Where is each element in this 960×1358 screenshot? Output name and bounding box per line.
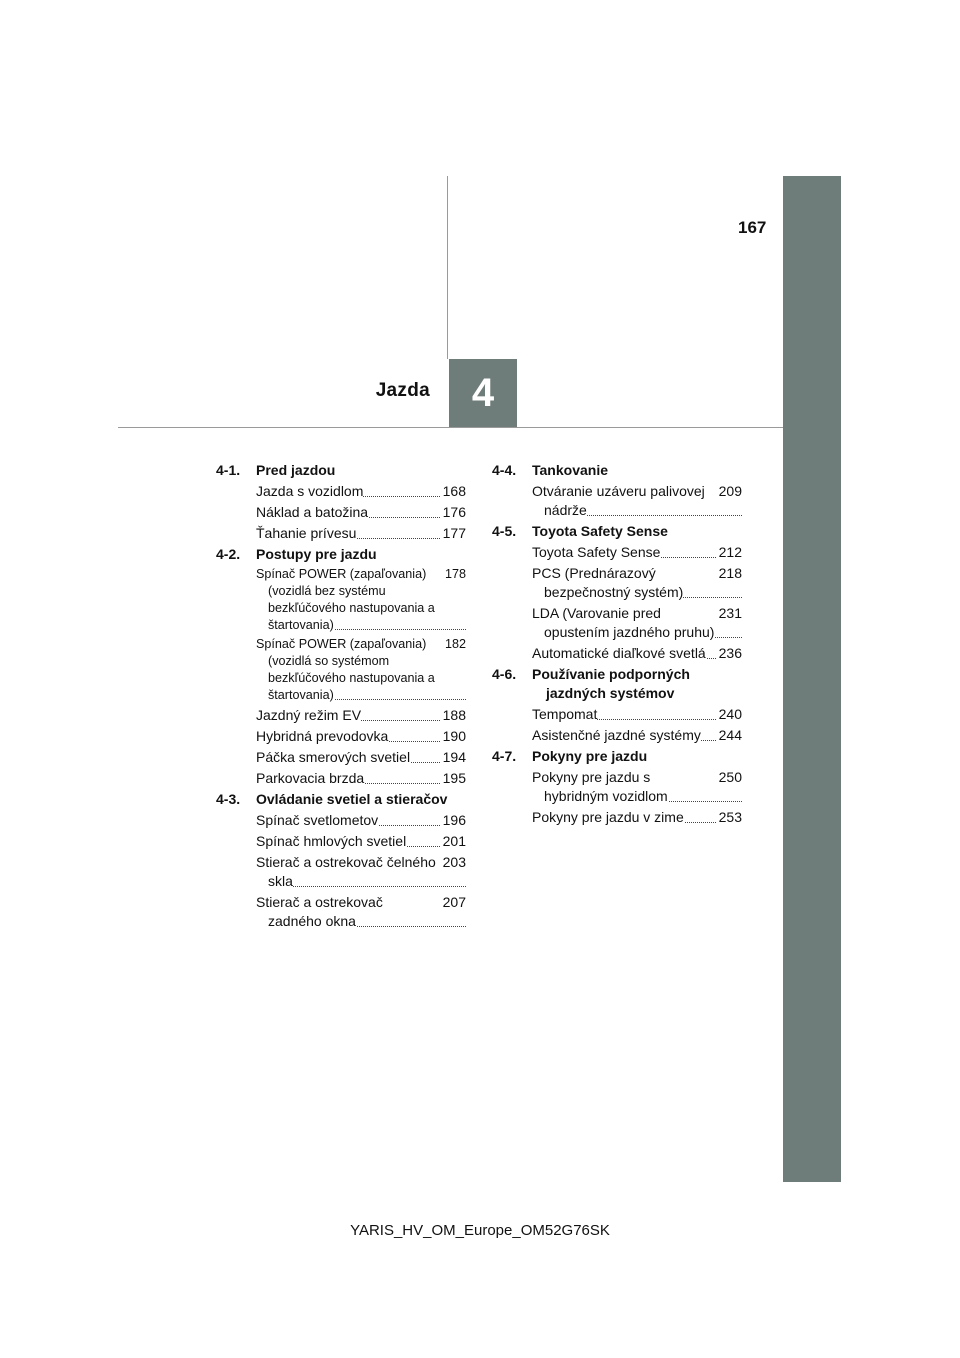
toc-entry-title: Jazdný režim EV — [256, 707, 362, 723]
toc-entry-page: 207 — [440, 893, 466, 912]
header-vertical-rule — [447, 176, 448, 359]
toc-entry[interactable] — [532, 543, 742, 562]
toc-entry-page: 231 — [716, 604, 742, 623]
toc-entry[interactable] — [256, 706, 466, 725]
toc-entry[interactable] — [256, 503, 466, 522]
toc-entry[interactable] — [532, 482, 742, 520]
toc-entry[interactable] — [532, 726, 742, 745]
toc-entry[interactable] — [256, 832, 466, 851]
toc-entry-page: 250 — [716, 768, 742, 787]
toc-entry-page: 196 — [440, 811, 466, 830]
toc-entry-page: 168 — [440, 482, 466, 501]
toc-section — [492, 461, 742, 520]
toc-entry-page: 236 — [716, 644, 742, 663]
toc-section — [492, 665, 742, 745]
toc-entry-title: Toyota Safety Sense — [532, 544, 661, 560]
section-number: 4-4. — [492, 462, 517, 478]
toc-entry[interactable] — [256, 482, 466, 501]
toc-entry-title: Otváranie uzáveru palivovej nádrže — [532, 483, 705, 518]
toc-section — [216, 545, 466, 788]
toc-section-heading[interactable] — [492, 747, 742, 766]
toc-entry-title: PCS (Prednárazový bezpečnostný systém) — [532, 565, 684, 600]
toc-entry[interactable] — [256, 893, 466, 931]
chapter-number-box — [449, 359, 517, 427]
toc-entry-page: 209 — [716, 482, 742, 501]
toc-section-heading[interactable] — [492, 461, 742, 480]
section-number: 4-2. — [216, 546, 241, 562]
toc-section — [492, 522, 742, 663]
toc-entry-title: Tempomat — [532, 706, 598, 722]
toc-entry[interactable] — [256, 524, 466, 543]
toc-entry[interactable] — [256, 748, 466, 767]
toc-entry-page: 176 — [440, 503, 466, 522]
toc-entry-page: 177 — [440, 524, 466, 543]
chapter-title: Jazda — [375, 380, 430, 401]
toc-entry-title: Spínač svetlometov — [256, 812, 379, 828]
toc-entry[interactable] — [256, 769, 466, 788]
toc-entry-page: 203 — [440, 853, 466, 872]
toc-entry-page: 201 — [440, 832, 466, 851]
toc-entry-page: 244 — [716, 726, 742, 745]
toc-entry[interactable] — [532, 564, 742, 602]
chapter-number: 4 — [471, 370, 495, 415]
toc-entry-title: Jazda s vozidlom — [256, 483, 364, 499]
section-title: Toyota Safety Sense — [532, 523, 668, 539]
section-title: Používanie podporných jazdných systémov — [532, 666, 690, 701]
toc-section — [492, 747, 742, 827]
section-number: 4-6. — [492, 666, 517, 682]
toc-entry-page: 182 — [442, 636, 466, 653]
toc-entry-title: Stierač a ostrekovač čelného skla — [256, 854, 436, 889]
section-number: 4-7. — [492, 748, 517, 764]
toc-entry-title: LDA (Varovanie pred opustením jazdného pruhu) — [532, 605, 715, 640]
toc-section-heading[interactable] — [216, 461, 466, 480]
toc-entry-title: Pokyny pre jazdu s hybridným vozidlom — [532, 769, 668, 804]
toc-entry-title: Spínač POWER (zapaľovania) (vozidlá bez systému bezkľúčového nastupovania a štartovania) — [256, 567, 435, 632]
toc-entry-page: 188 — [440, 706, 466, 725]
toc-entry-title: Spínač hmlových svetiel — [256, 833, 407, 849]
toc-entry-title: Páčka smerových svetiel — [256, 749, 411, 765]
toc-section-heading[interactable] — [216, 545, 466, 564]
dot-leader — [268, 886, 466, 887]
toc-entry-title: Parkovacia brzda — [256, 770, 365, 786]
chapter-side-tab — [783, 176, 841, 1182]
toc-entry[interactable] — [256, 853, 466, 891]
toc-entry-title: Náklad a batožina — [256, 504, 369, 520]
toc-column-left — [216, 461, 466, 933]
section-title: Tankovanie — [532, 462, 608, 478]
section-title: Pokyny pre jazdu — [532, 748, 648, 764]
toc-entry[interactable] — [532, 604, 742, 642]
toc-entry[interactable] — [256, 811, 466, 830]
toc-entry-page: 195 — [440, 769, 466, 788]
toc-section — [216, 790, 466, 931]
toc-entry[interactable] — [532, 644, 742, 663]
toc-entry[interactable] — [532, 705, 742, 724]
toc-entry-title: Hybridná prevodovka — [256, 728, 389, 744]
section-number: 4-5. — [492, 523, 517, 539]
toc-entry-title: Asistenčné jazdné systémy — [532, 727, 701, 743]
toc-section — [216, 461, 466, 543]
section-number: 4-3. — [216, 791, 241, 807]
toc-entry[interactable] — [256, 636, 466, 704]
toc-entry-page: 240 — [716, 705, 742, 724]
toc-entry[interactable] — [532, 768, 742, 806]
toc-entry-page: 190 — [440, 727, 466, 746]
toc-entry-page: 194 — [440, 748, 466, 767]
toc-section-heading[interactable] — [492, 522, 742, 541]
section-number: 4-1. — [216, 462, 241, 478]
toc-section-heading[interactable] — [492, 665, 742, 703]
toc-entry[interactable] — [532, 808, 742, 827]
toc-entry-page: 178 — [442, 566, 466, 583]
toc-entry-title: Ťahanie prívesu — [256, 525, 357, 541]
toc-entry[interactable] — [256, 566, 466, 634]
section-title: Ovládanie svetiel a stieračov — [256, 791, 448, 807]
toc-entry-title: Automatické diaľkové svetlá — [532, 645, 706, 661]
page-number: 167 — [738, 218, 767, 237]
toc-entry-page: 218 — [716, 564, 742, 583]
toc-column-right — [492, 461, 742, 829]
section-title: Pred jazdou — [256, 462, 336, 478]
toc-entry-title: Pokyny pre jazdu v zime — [532, 809, 684, 825]
toc-entry-title: Spínač POWER (zapaľovania) (vozidlá so systémom bezkľúčového nastupovania a štartovania) — [256, 637, 435, 702]
header-horizontal-rule — [118, 427, 783, 428]
document-id-footer: YARIS_HV_OM_Europe_OM52G76SK — [350, 1222, 610, 1239]
toc-entry-page: 253 — [716, 808, 742, 827]
toc-section-heading[interactable] — [216, 790, 466, 809]
toc-entry-page: 212 — [716, 543, 742, 562]
section-title: Postupy pre jazdu — [256, 546, 377, 562]
toc-entry[interactable] — [256, 727, 466, 746]
toc-entry-title: Stierač a ostrekovač zadného okna — [256, 894, 383, 929]
